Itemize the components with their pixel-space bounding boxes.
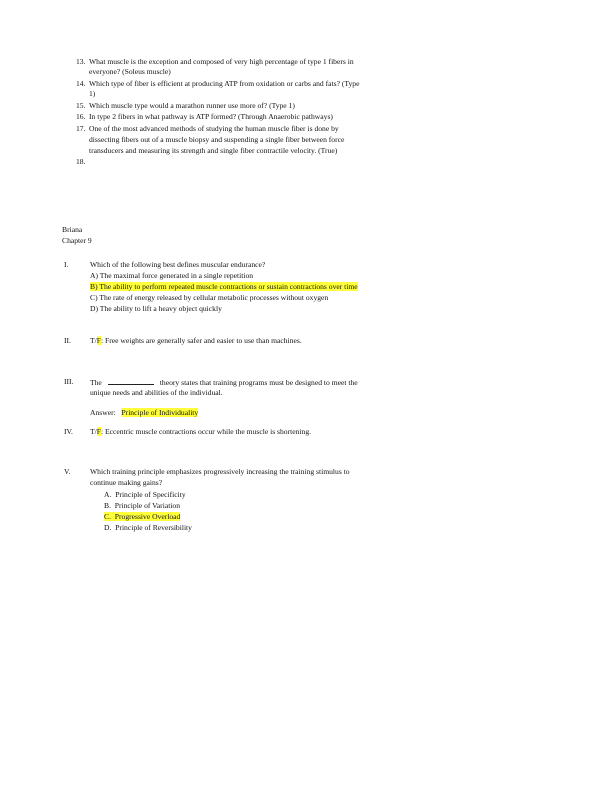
q5-option-c-highlighted [104,512,180,522]
q5-option-d-text: Principle of Reversibility [115,523,192,532]
q5-option-a-letter: A. [104,490,112,499]
q5-option-d-letter: D. [104,523,112,532]
q5-option-c-letter: C. [104,512,111,521]
q3-post: theory states that training programs must be designed to meet the [159,378,358,387]
item-17-line-3: transducers and measuring its strength and single fiber contractile velocity. (True) [89,146,338,155]
q5-option-a-text: Principle of Specificity [115,490,186,499]
item-16-line-1: In type 2 fibers in what pathway is ATP formed? (Through Anaerobic pathways) [89,112,333,121]
q3-numeral: III. [64,377,74,386]
q5-option-b-text: Principle of Variation [114,501,181,510]
item-13-line-1: What muscle is the exception and composed of very high percentage of type 1 fibers in [89,57,354,66]
q4-text: : Eccentric muscle contractions occur while the muscle is shortening. [100,427,312,436]
item-15-number: 15. [76,101,86,110]
q3-fill-blank [108,377,154,385]
q4-false-highlighted: F [96,427,101,436]
q4-true: T/ [90,427,97,436]
q3-answer-highlighted: Principle of Individuality [121,408,199,417]
item-18-number: 18. [76,157,86,166]
q4-numeral: IV. [64,427,73,436]
q5-option-c-hl [104,512,180,521]
q1-option-b-highlighted [90,282,358,292]
q4-statement [90,427,311,437]
q1-option-b-text: B) The ability to perform repeated muscle contractions or sustain contractions over time [90,282,358,291]
item-15-line-1: Which muscle type would a marathon runner use more of? (Type 1) [89,101,295,110]
q2-numeral: II. [64,336,71,345]
q1-numeral: I. [64,260,69,269]
item-17-line-2: dissecting fibers out of a muscle biopsy and suspending a single fiber between force [89,135,345,144]
q2-true: T/ [90,336,97,345]
q3-pre: The [90,378,102,387]
q1-option-c: C) The rate of energy released by cellular metabolic processes without oxygen [90,293,329,302]
q3-line-1 [90,377,358,388]
q5-option-b [104,501,180,511]
q3-line-2: unique needs and abilities of the individual. [90,388,223,397]
chapter-heading: Chapter 9 [62,236,92,245]
author-name: Briana [62,225,83,234]
q2-false-highlighted: F [96,336,101,345]
q1-question: Which of the following best defines muscular endurance? [90,260,266,269]
q1-option-d: D) The ability to lift a heavy object quickly [90,304,222,313]
item-14-number: 14. [76,79,86,88]
q2-text: : Free weights are generally safer and easier to use than machines. [100,336,302,345]
item-14-line-1: Which type of fiber is efficient at producing ATP from oxidation or carbs and fats? (Type [89,79,360,88]
q5-option-c-text: Progressive Overload [114,512,181,521]
item-17-line-1: One of the most advanced methods of studying the human muscle fiber is done by [89,124,339,133]
item-14-line-2: 1) [89,89,96,98]
q5-numeral: V. [64,467,71,476]
q5-option-b-letter: B. [104,501,111,510]
item-13-line-2: everyone? (Soleus muscle) [89,67,171,76]
item-13-number: 13. [76,57,86,66]
q5-line-1: Which training principle emphasizes progressively increasing the training stimulus to [90,467,350,476]
q5-line-2: continue making gains? [90,478,163,487]
q5-option-a [104,490,186,500]
q5-option-d [104,523,192,533]
q3-answer-label: Answer: [90,408,116,417]
q2-statement [90,336,302,346]
q1-option-a: A) The maximal force generated in a single repetition [90,271,254,280]
item-16-number: 16. [76,112,86,121]
item-17-number: 17. [76,124,86,133]
q3-answer-line [90,408,198,418]
